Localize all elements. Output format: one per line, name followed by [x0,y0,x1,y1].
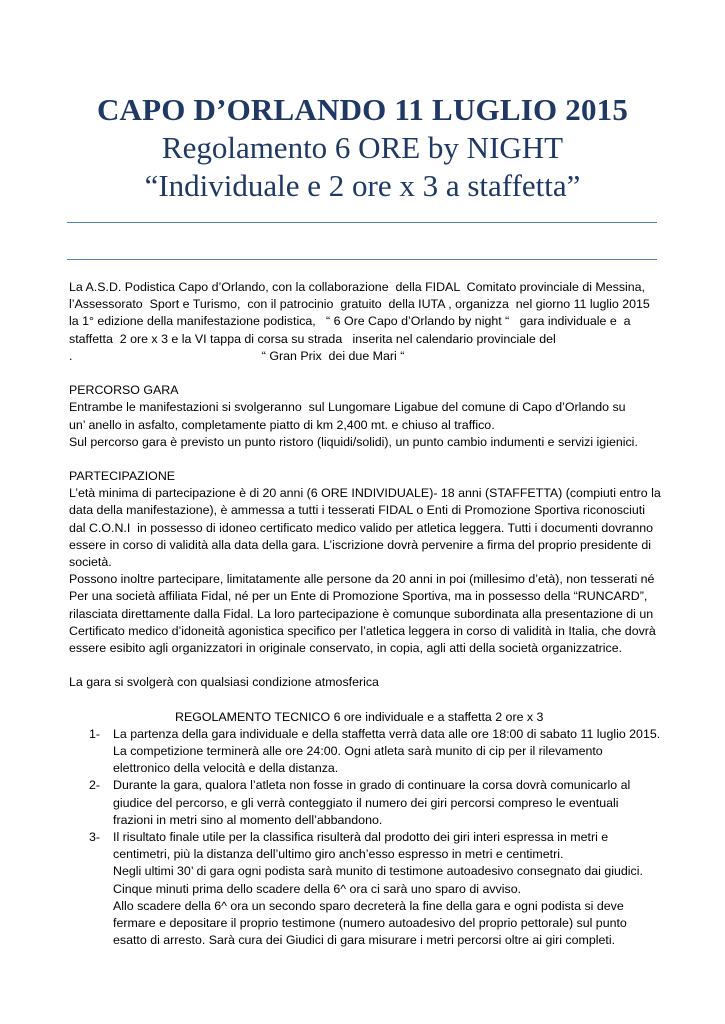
section-heading-partecipazione: PARTECIPAZIONE [69,469,176,484]
rule-number: 1- [89,726,101,741]
partecipazione-line: Certificato medico d’idoneità agonistica specifico per l’atletica leggera in corso di validità in Italia, che dovrà [69,623,656,638]
rule-line: fermare e depositare il proprio testimone (numero autoadesivo del proprio pettorale) sul punto [113,915,627,930]
partecipazione-line: Per una società affiliata Fidal, né per un Ente di Promozione Sportiva, ma in possesso della “RUNCARD”, [69,589,648,604]
rule-line: Cinque minuti prima dello scadere della 6^ ora ci sarà uno sparo di avviso. [113,881,522,896]
weather-condition-note: La gara si svolgerà con qualsiasi condizione atmosferica [69,675,379,690]
rule-line: centimetri, più la distanza dell’ultimo giro anch’esso espresso in metri e centimetri. [113,847,564,862]
percorso-line: Entrambe le manifestazioni si svolgeranno sul Lungomare Ligabue del comune di Capo d’Orlando su [69,400,626,415]
rule-line: Negli ultimi 30’ di gara ogni podista sarà munito di testimone autoadesivo consegnato dai giudici. [113,864,643,879]
partecipazione-line: essere esibito agli organizzatori in originale conservato, in copia, agli atti della società organizzatrice. [69,640,623,655]
rule-number: 3- [89,830,101,844]
intro-paragraph [69,279,669,365]
section-heading-percorso: PERCORSO GARA [69,383,179,398]
rule-item-2 [69,777,669,829]
rule-number: 2- [89,778,101,793]
intro-line: La A.S.D. Podistica Capo d’Orlando, con la collaborazione della FIDAL Comitato provinciale di Messina, [69,280,646,294]
partecipazione-line: L’età minima di partecipazione è di 20 anni (6 ORE INDIVIDUALE)- 18 anni (STAFFETTA) (compiuti entro la [69,486,661,501]
document-title: CAPO D’ORLANDO 11 LUGLIO 2015 [96,92,629,127]
rule-line: Il risultato finale utile per la classifica risulterà dal prodotto dei giri interi espressa in metri e [113,830,609,844]
percorso-line: un’ anello in asfalto, completamente piatto di km 2,400 mt. e chiuso al traffico. [69,417,495,432]
rule-line: elettronico della velocità e della distanza. [113,761,339,776]
partecipazione-line: Possono inoltre partecipare, limitatamente alle persone da 20 anni in poi (millesimo d’età), non tesserati né [69,572,655,587]
rule-item-3 [69,829,669,949]
header-divider-bottom [67,259,657,260]
partecipazione-line: dal C.O.N.I in possesso di idoneo certificato medico valido per atletica leggera. Tutti i documenti dovranno [69,520,654,535]
intro-line: . “ Gran Prix dei due Mari “ [69,348,405,363]
intro-line: l’Assessorato Sport e Turismo, con il patrocinio gratuito della IUTA , organizza nel giorno 11 luglio 2015 [69,297,650,312]
rule-line: Durante la gara, qualora l’atleta non fosse in grado di continuare la corsa dovrà comunicarlo al [113,778,631,793]
rule-line: La partenza della gara individuale e della staffetta verrà data alle ore 18:00 di sabato 11 luglio 2015. [113,726,661,741]
rule-item-1 [69,726,669,778]
partecipazione-line: data della manifestazione), è ammessa a tutti i tesserati FIDAL o Enti di Promozione Sportiva riconosciuti [69,503,645,518]
percorso-line: Sul percorso gara è previsto un punto ristoro (liquidi/solidi), un punto cambio indumenti e servizi igienici. [69,434,638,449]
document-title-block [0,92,725,205]
rule-line: giudice del percorso, e gli verrà conteggiato il numero dei giri percorsi compreso le eventuali [113,795,619,810]
partecipazione-line: società. [69,555,112,569]
section-heading-regolamento: REGOLAMENTO TECNICO 6 ore individuale e a staffetta 2 ore x 3 [175,709,544,724]
rule-line: Allo scadere della 6^ ora un secondo sparo decreterà la fine della gara e ogni podista si deve [113,898,624,913]
partecipazione-section [69,468,669,657]
document-subtitle: Regolamento 6 ORE by NIGHT [161,130,564,165]
partecipazione-line: rilasciata direttamente dalla Fidal. La loro partecipazione è comunque subordinata alla presentazione di un [69,606,654,621]
intro-line: la 1° edizione della manifestazione podistica, “ 6 Ore Capo d’Orlando by night “ gara individuale e a [69,314,631,329]
regolamento-section [69,709,669,950]
header-divider-top [67,222,657,223]
intro-line: staffetta 2 ore x 3 e la VI tappa di corsa su strada inserita nel calendario provinciale del [69,331,556,346]
document-subtitle-secondary: “Individuale e 2 ore x 3 a staffetta” [144,168,581,203]
rule-line: frazioni in metri sino al momento dell’abbandono. [113,812,383,827]
document-body [69,279,669,949]
rule-line: esatto di arresto. Sarà cura dei Giudici di gara misurare i metri percorsi oltre ai giri completi. [113,933,616,948]
percorso-section [69,382,669,451]
partecipazione-line: essere in corso di validità alla data della gara. L’iscrizione dovrà pervenire a firma del proprio presidente di [69,537,651,552]
rule-line: La competizione terminerà alle ore 24:00. Ogni atleta sarà munito di cip per il rilevamento [113,744,603,759]
